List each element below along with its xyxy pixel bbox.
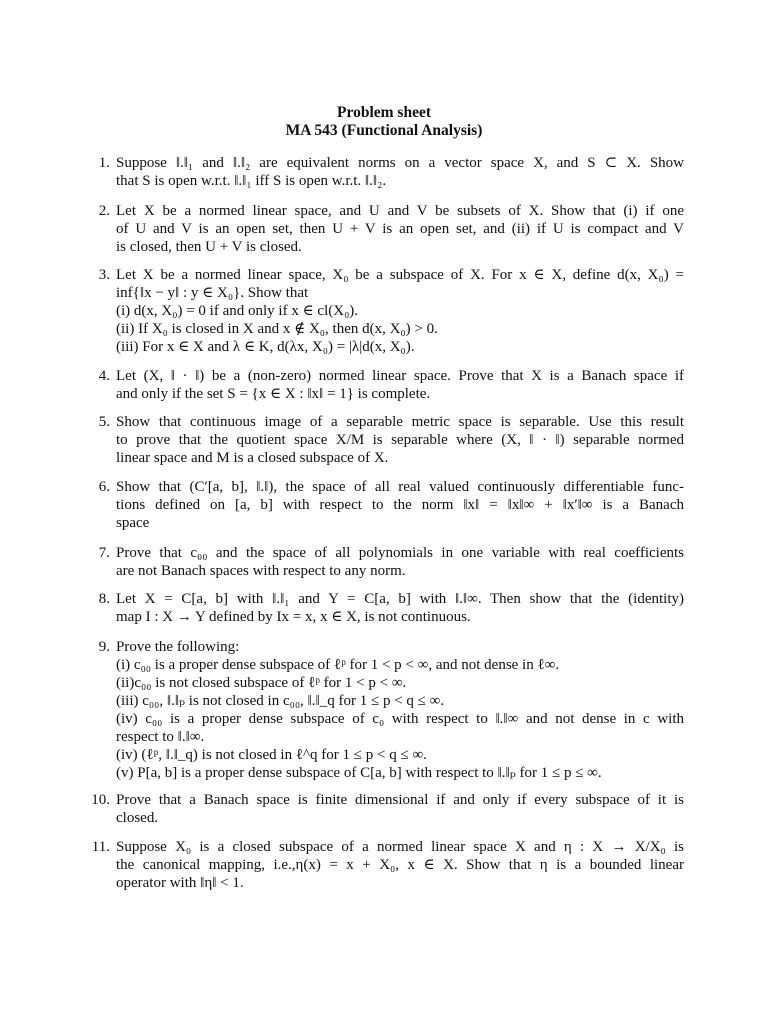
- problem-text: [116, 202, 684, 256]
- problem-line: (ii) If X₀ is closed in X and x ∉ X₀, then d(x, X₀) > 0.: [116, 321, 438, 337]
- problem-number: 7.: [98, 545, 110, 561]
- problem-line: inf{‖x − y‖ : y ∈ X₀}. Show that: [116, 285, 309, 301]
- problem-line: (ii)c₀₀ is not closed subspace of ℓᵖ for 1 < p < ∞.: [116, 675, 407, 691]
- problem-line: Suppose ‖.‖₁ and ‖.‖₂ are equivalent norms on a vector space X, and S ⊂ X. Show: [116, 155, 684, 171]
- problem-line: space: [116, 515, 150, 531]
- problem-line: linear space and M is a closed subspace of X.: [116, 450, 389, 466]
- problem-number: 9.: [98, 639, 110, 655]
- problem-line: (iv) c₀₀ is a proper dense subspace of c₀ with respect to ‖.‖∞ and not dense in c with: [116, 711, 684, 727]
- problem-number: 3.: [98, 267, 110, 283]
- problem-text: [116, 367, 684, 403]
- problem-text: [116, 838, 684, 892]
- problem-line: the canonical mapping, i.e.,η(x) = x + X₀, x ∈ X. Show that η is a bounded linear: [116, 857, 684, 873]
- problem-number: 4.: [98, 368, 110, 384]
- problem-text: [116, 478, 684, 532]
- problem-number: 8.: [98, 591, 110, 607]
- problem-line: that S is open w.r.t. ‖.‖₁ iff S is open w.r.t. ‖.‖₂.: [116, 173, 387, 189]
- problem-line: Show that continuous image of a separable metric space is separable. Use this result: [116, 414, 684, 430]
- problem-line: Prove that a Banach space is finite dimensional if and only if every subspace of it is: [116, 792, 684, 808]
- problem-line: (v) P[a, b] is a proper dense subspace of C[a, b] with respect to ‖.‖ₚ for 1 ≤ p ≤ ∞.: [116, 765, 602, 781]
- problem-line: (i) c₀₀ is a proper dense subspace of ℓᵖ for 1 < p < ∞, and not dense in ℓ∞.: [116, 657, 560, 673]
- problem-number: 1.: [98, 155, 110, 171]
- problem-line: Prove that c₀₀ and the space of all polynomials in one variable with real coefficients: [116, 545, 684, 561]
- problem-line: (iv) (ℓᵖ, ‖.‖_q) is not closed in ℓ^q for 1 ≤ p < q ≤ ∞.: [116, 747, 427, 763]
- problem-line: closed.: [116, 810, 159, 826]
- problem-line: Show that (C′[a, b], ‖.‖), the space of all real valued continuously differentiable func-: [116, 479, 684, 495]
- problem-line: to prove that the quotient space X/M is separable where (X, ‖ · ‖) separable normed: [116, 432, 684, 448]
- problem-line: are not Banach spaces with respect to any norm.: [116, 563, 406, 579]
- problem-line: respect to ‖.‖∞.: [116, 729, 205, 745]
- problem-text: [116, 154, 684, 190]
- problem-line: of U and V is an open set, then U + V is an open set, and (ii) if U is compact and V: [116, 221, 684, 237]
- problem-line: Prove the following:: [116, 639, 240, 655]
- problem-text: [116, 638, 684, 782]
- problem-line: Let (X, ‖ · ‖) be a (non-zero) normed linear space. Prove that X is a Banach space if: [116, 368, 684, 384]
- problem-line: is closed, then U + V is closed.: [116, 239, 302, 255]
- problem-line: (i) d(x, X₀) = 0 if and only if x ∈ cl(X₀).: [116, 303, 359, 319]
- problem-text: [116, 266, 684, 356]
- course-subtitle: MA 543 (Functional Analysis): [285, 122, 483, 139]
- problem-line: (iii) For x ∈ X and λ ∈ K, d(λx, X₀) = |λ|d(x, X₀).: [116, 339, 415, 355]
- problem-line: map I : X → Y defined by Ix = x, x ∈ X, is not continuous.: [116, 609, 471, 625]
- problem-number: 5.: [98, 414, 110, 430]
- problem-text: [116, 544, 684, 580]
- problem-text: [116, 791, 684, 827]
- problem-number: 2.: [98, 203, 110, 219]
- problem-line: Let X = C[a, b] with ‖.‖₁ and Y = C[a, b] with ‖.‖∞. Then show that the (identity): [116, 591, 684, 607]
- problem-number: 11.: [91, 839, 110, 855]
- problem-line: operator with ‖η‖ < 1.: [116, 875, 244, 891]
- problem-line: tions defined on [a, b] with respect to the norm ‖x‖ = ‖x‖∞ + ‖x′‖∞ is a Banach: [116, 497, 684, 513]
- problem-line: and only if the set S = {x ∈ X : ‖x‖ = 1} is complete.: [116, 386, 431, 402]
- problem-number: 10.: [91, 792, 110, 808]
- problem-line: (iii) c₀₀, ‖.‖ₚ is not closed in c₀₀, ‖.‖_q for 1 ≤ p < q ≤ ∞.: [116, 693, 445, 709]
- problem-text: [116, 590, 684, 626]
- problem-line: Suppose X₀ is a closed subspace of a normed linear space X and η : X → X/X₀ is: [116, 839, 684, 855]
- problem-text: [116, 413, 684, 467]
- sheet-title: Problem sheet: [337, 104, 431, 121]
- problem-number: 6.: [98, 479, 110, 495]
- problem-line: Let X be a normed linear space, X₀ be a subspace of X. For x ∈ X, define d(x, X₀) =: [116, 267, 684, 283]
- problem-line: Let X be a normed linear space, and U and V be subsets of X. Show that (i) if one: [116, 203, 684, 219]
